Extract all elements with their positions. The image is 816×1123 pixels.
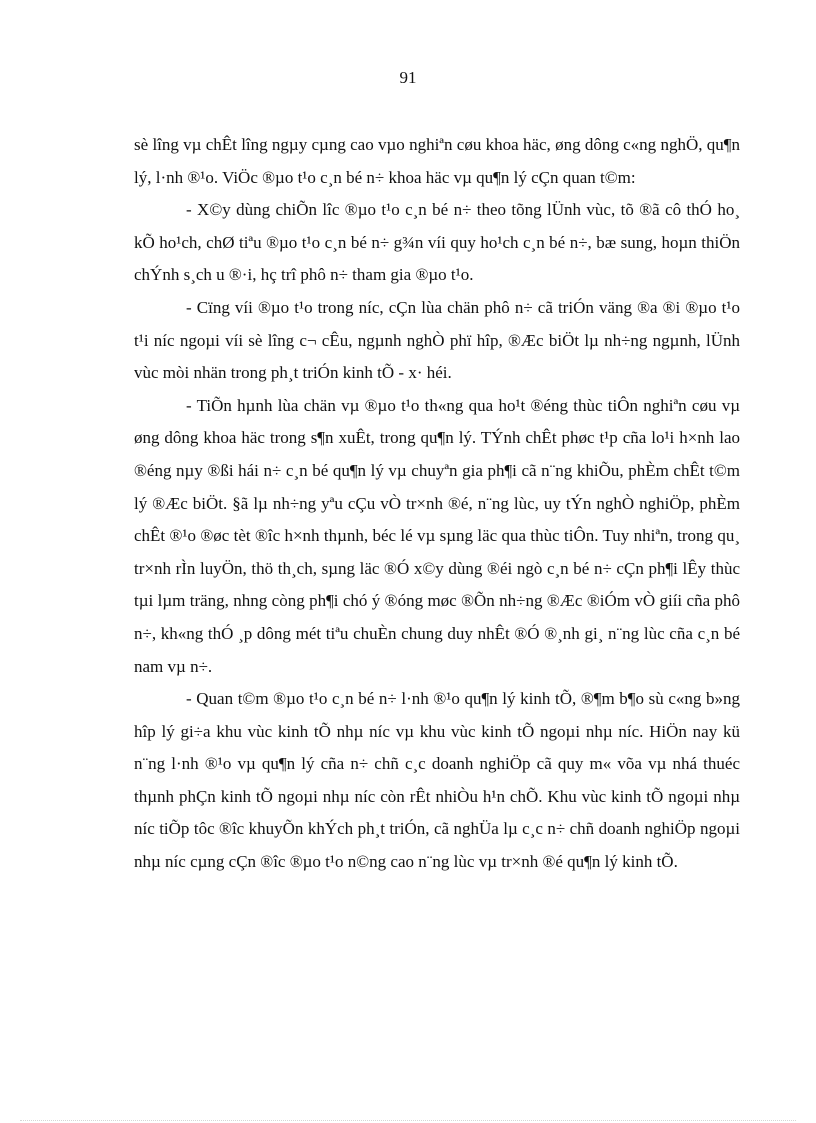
paragraph-practical-selection: - TiÕn hµnh lùa chän vµ ®µo t¹o th«ng qua ho¹t ®éng thùc tiÔn nghiªn cøu vµ øng dông khoa häc trong s¶n xuÊt, trong qu¶n lý. TÝnh chÊt phøc t¹p cña lo¹i h×nh lao ®éng nµy ®ßi hái n÷ c¸n bé qu¶n lý vµ chuyªn gia ph¶i cã n¨ng khiÕu, phÈm chÊt t©m lý ®Æc biÖt. §ã lµ nh÷ng yªu cÇu vÒ tr×nh ®é, n¨ng lùc, uy tÝn nghÒ nghiÖp, phÈm chÊt ®¹o ®øc tèt ®îc h×nh thµnh, béc lé vµ sµng läc qua thùc tiÔn. Tuy nhiªn, trong qu¸ tr×nh rÌn luyÖn, thö th¸ch, sµng läc ®Ó x©y dùng ®éi ngò c¸n bé n÷ cÇn ph¶i lÊy thùc tµi lµm träng, nhng còng ph¶i chó ý ®óng møc ®Õn nh÷ng ®Æc ®iÓm vÒ giíi cña phô n÷, kh«ng thÓ ¸p dông mét tiªu chuÈn chung duy nhÊt ®Ó ®¸nh gi¸ n¨ng lùc cña c¸n bé nam vµ n÷. (134, 395, 740, 676)
body-text (134, 129, 740, 879)
paragraph-strategy: - X©y dùng chiÕn lîc ®µo t¹o c¸n bé n÷ theo tõng lÜnh vùc, tõ ®ã cô thÓ ho¸ kÕ ho¹ch, chØ tiªu ®µo t¹o c¸n bé n÷ g¾n víi quy ho¹ch c¸n bé n÷, bæ sung, hoµn thiÖn chÝnh s¸ch u ®·i, hç trî phô n÷ tham gia ®µo t¹o. (134, 200, 740, 285)
paragraph-economic-management: - Quan t©m ®µo t¹o c¸n bé n÷ l·nh ®¹o qu¶n lý kinh tÕ, ®¶m b¶o sù c«ng b»ng hîp lý gi÷a khu vùc kinh tÕ nhµ níc vµ khu vùc kinh tÕ ngoµi nhµ níc. HiÖn nay kü n¨ng l·nh ®¹o vµ qu¶n lý cña n÷ chñ c¸c doanh nghiÖp cã quy m« võa vµ nhá thuéc thµnh phÇn kinh tÕ ngoµi nhµ níc còn rÊt nhiÒu h¹n chÕ. Khu vùc kinh tÕ ngoµi nhµ níc tiÕp tôc ®îc khuyÕn khÝch ph¸t triÓn, cã nghÜa lµ c¸c n÷ chñ doanh nghiÖp ngoµi nhµ níc cµng cÇn ®îc ®µo t¹o n©ng cao n¨ng lùc vµ tr×nh ®é qu¶n lý kinh tÕ. (134, 689, 740, 872)
paragraph-intro: sè lîng vµ chÊt lîng ngµy cµng cao vµo nghiªn cøu khoa häc, øng dông c«ng nghÖ, qu¶n lý, l·nh ®¹o. ViÖc ®µo t¹o c¸n bé n÷ khoa häc vµ qu¶n lý cÇn quan t©m: (134, 135, 740, 187)
bottom-divider (20, 1120, 796, 1121)
page-number: 91 (399, 68, 417, 87)
paragraph-overseas-training: - Cïng víi ®µo t¹o trong níc, cÇn lùa chän phô n÷ cã triÓn väng ®a ®i ®µo t¹o t¹i níc ngoµi víi sè lîng c¬ cÊu, ngµnh nghÒ phï hîp, ®Æc biÖt lµ nh÷ng ngµnh, lÜnh vùc mòi nhän trong ph¸t triÓn kinh tÕ - x· héi. (134, 297, 740, 383)
